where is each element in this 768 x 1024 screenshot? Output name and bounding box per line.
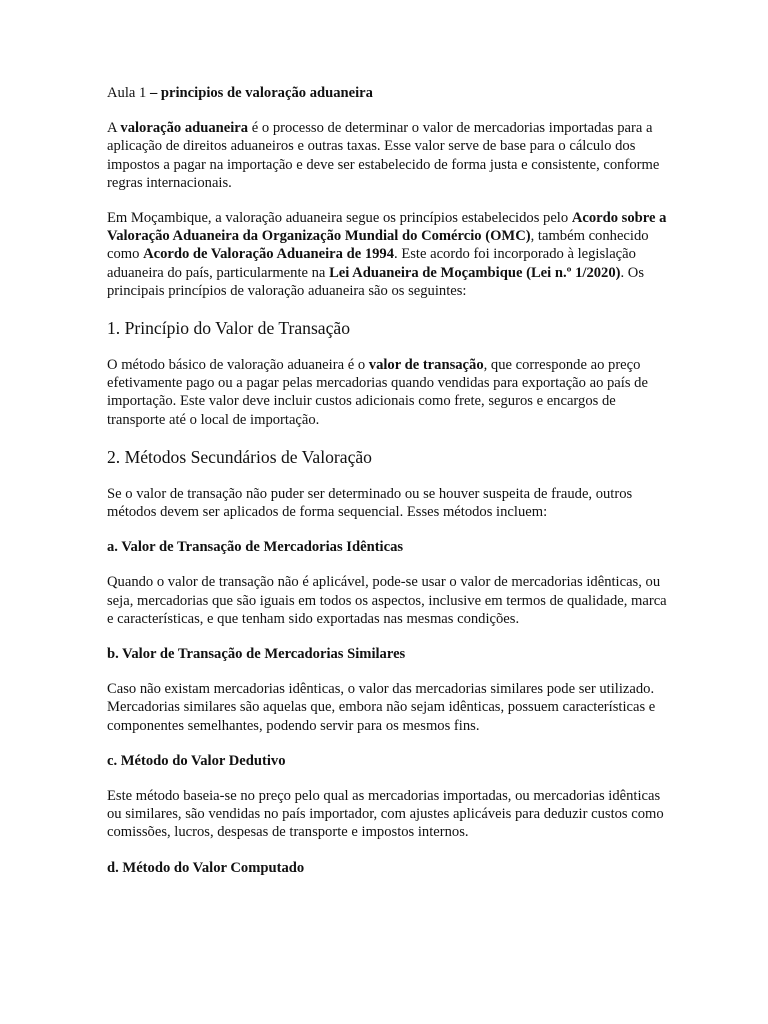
subsection-a-paragraph: Quando o valor de transação não é aplicável, pode-se usar o valor de mercadorias idênticas, ou seja, mercadorias que são iguais em todos os aspectos, inclusive em termos de qualidade, marca e características, e que tenham sido exportadas nas mesmas condições. xyxy=(107,574,667,627)
context-text-1: Em Moçambique, a valoração aduaneira segue os princípios estabelecidos pelo xyxy=(107,210,572,227)
context-text-4: . Os principais princípios de valoração aduaneira são os seguintes: xyxy=(107,264,645,299)
title-prefix: Aula 1 xyxy=(107,85,150,101)
subsection-a-heading: a. Valor de Transação de Mercadorias Idênticas xyxy=(107,539,404,556)
subsection-c-paragraph: Este método baseia-se no preço pelo qual as mercadorias importadas, ou mercadorias idênticas ou similares, são vendidas no país importador, com ajustes aplicáveis para deduzir custos como comissões, lucros, despesas de transporte e impostos internos. xyxy=(107,788,664,841)
section-1-bold-1: valor de transação xyxy=(368,357,484,374)
context-bold-3: Lei Aduaneira de Moçambique (Lei n.º 1/2020) xyxy=(329,264,621,281)
context-bold-1: Acordo sobre a Valoração Aduaneira da Organização Mundial do Comércio (OMC) xyxy=(107,210,667,245)
subsection-d-heading: d. Método do Valor Computado xyxy=(107,859,305,876)
intro-bold-1: valoração aduaneira xyxy=(120,120,249,137)
context-text-3: . Este acordo foi incorporado à legislação aduaneira do país, particularmente na xyxy=(107,246,636,281)
context-paragraph xyxy=(107,209,667,300)
intro-text-1: A xyxy=(107,120,121,137)
section-1-text-1: O método básico de valoração aduaneira é o xyxy=(107,357,369,374)
section-2-heading: 2. Métodos Secundários de Valoração xyxy=(107,446,372,467)
section-1-text-2: , que corresponde ao preço efetivamente pago ou a pagar pelas mercadorias quando vendidas para exportação ao país de importação. Este valor deve incluir custos adicionais como frete, seguros e encargos de transporte até o local de importação. xyxy=(107,357,648,428)
title-bold: – principios de valoração aduaneira xyxy=(149,85,373,101)
document-title xyxy=(107,84,667,102)
subsection-b-paragraph: Caso não existam mercadorias idênticas, o valor das mercadorias similares pode ser utilizado. Mercadorias similares são aquelas que, embora não sejam idênticas, possuem características e componentes semelhantes, podendo servir para os mesmos fins. xyxy=(107,681,656,734)
document-page xyxy=(107,84,667,894)
intro-paragraph xyxy=(107,119,667,192)
section-1-heading: 1. Princípio do Valor de Transação xyxy=(107,318,351,339)
subsection-c-heading: c. Método do Valor Dedutivo xyxy=(107,752,286,769)
section-1-paragraph xyxy=(107,356,667,429)
section-2-paragraph: Se o valor de transação não puder ser determinado ou se houver suspeita de fraude, outros métodos devem ser aplicados de forma sequencial. Esses métodos incluem: xyxy=(107,485,633,521)
intro-text-2: é o processo de determinar o valor de mercadorias importadas para a aplicação de direitos aduaneiros e outras taxas. Esse valor serve de base para o cálculo dos impostos a pagar na importação e deve ser estabelecido de forma justa e consistente, conforme regras internacionais. xyxy=(107,120,660,191)
context-text-2: , também conhecido como xyxy=(107,228,649,263)
subsection-b-heading: b. Valor de Transação de Mercadorias Similares xyxy=(107,646,406,663)
context-bold-2: Acordo de Valoração Aduaneira de 1994 xyxy=(143,246,395,263)
